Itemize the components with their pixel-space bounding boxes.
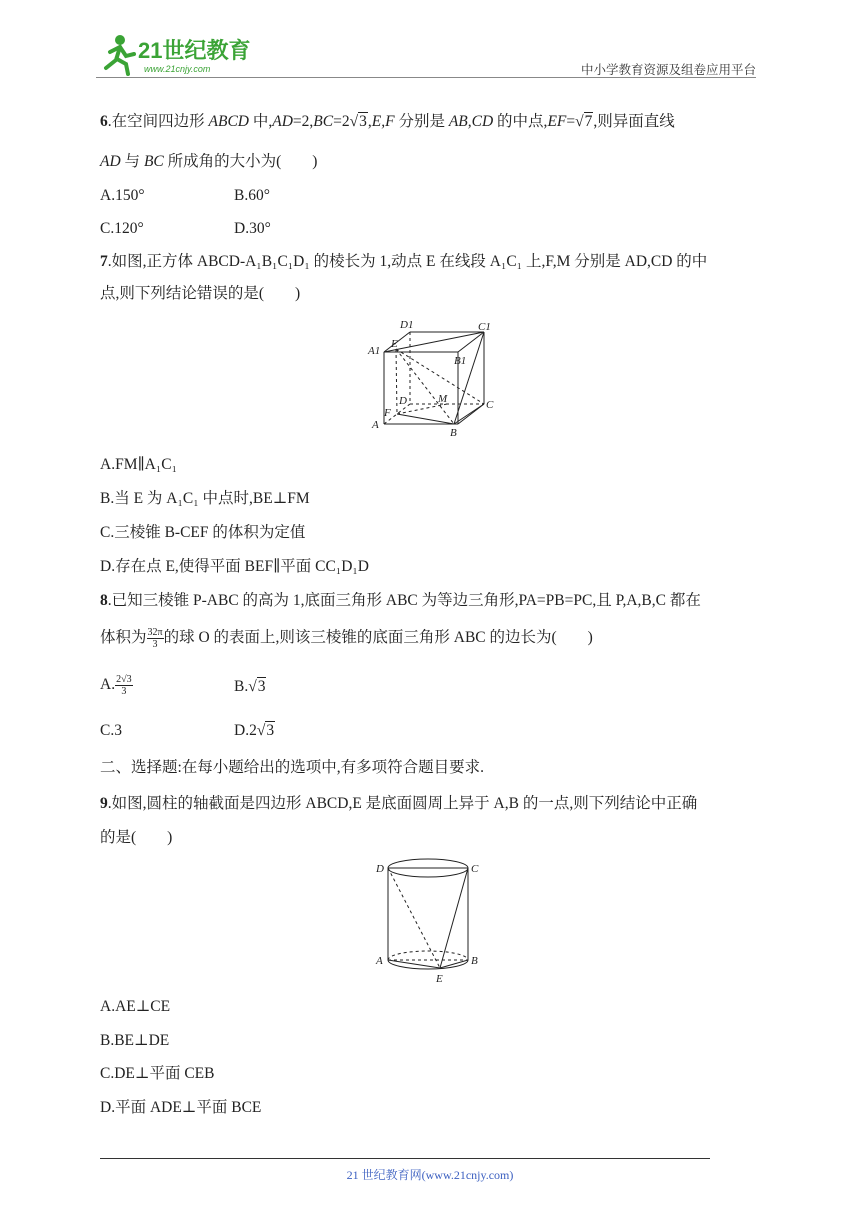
section-2-heading: 二、选择题:在每小题给出的选项中,有多项符合题目要求. xyxy=(100,759,485,776)
q9-option-b: B.BE⊥DE xyxy=(100,1032,170,1049)
q9-option-d: D.平面 ADE⊥平面 BCE xyxy=(100,1099,262,1116)
page-footer[interactable]: 21 世纪教育网(www.21cnjy.com) xyxy=(346,1168,514,1182)
q7-option-c: C.三棱锥 B-CEF 的体积为定值 xyxy=(100,524,306,541)
sqrt-7: √7 xyxy=(575,113,593,130)
q9-option-a: A.AE⊥CE xyxy=(100,998,171,1015)
q8-option-b: B.√3 xyxy=(234,678,266,695)
sqrt-3: √3 xyxy=(349,113,367,130)
question-9-line-1: 9.如图,圆柱的轴截面是四边形 ABCD,E 是底面圆周上异于 A,B 的一点,则下列结论中正确 xyxy=(100,795,698,812)
svg-text:A1: A1 xyxy=(368,345,381,357)
q7-option-a: A.FM∥A₁C₁ xyxy=(100,456,177,473)
svg-text:E: E xyxy=(391,338,398,350)
question-6-line-1: 6.在空间四边形 ABCD 中,AD=2,BC=2√3,E,F 分别是 AB,CD 的中点,EF=√7,则异面直线 xyxy=(100,113,675,130)
svg-text:A: A xyxy=(372,419,379,431)
svg-text:E: E xyxy=(436,973,443,985)
q9-option-c: C.DE⊥平面 CEB xyxy=(100,1065,215,1082)
svg-text:B: B xyxy=(471,955,478,967)
header-divider xyxy=(96,77,756,78)
svg-text:A: A xyxy=(376,955,383,967)
q6-option-b: B.60° xyxy=(234,187,270,204)
question-7-line-1: 7.如图,正方体 ABCD-A₁B₁C₁D₁ 的棱长为 1,动点 E 在线段 A₁C₁ 上,F,M 分别是 AD,CD 的中 xyxy=(100,253,708,270)
q6-option-c: C.120° xyxy=(100,220,144,237)
question-9-line-2: 的是( ) xyxy=(100,829,173,846)
svg-text:B1: B1 xyxy=(454,355,467,367)
question-6-line-2: AD 与 BC 所成角的大小为( ) xyxy=(100,153,318,170)
q6-option-d: D.30° xyxy=(234,220,271,237)
footer-divider xyxy=(100,1158,710,1159)
svg-text:www.21cnjy.com: www.21cnjy.com xyxy=(144,64,211,74)
site-logo-icon xyxy=(96,30,266,78)
header-platform-text: 中小学教育资源及组卷应用平台 xyxy=(580,63,756,77)
svg-text:F: F xyxy=(384,407,391,419)
svg-text:C: C xyxy=(486,399,494,411)
svg-text:C: C xyxy=(471,863,479,875)
svg-text:C1: C1 xyxy=(478,321,491,333)
svg-text:D: D xyxy=(399,395,407,407)
q7-option-d: D.存在点 E,使得平面 BEF∥平面 CC₁D₁D xyxy=(100,558,369,575)
svg-text:D: D xyxy=(376,863,384,875)
cube-figure xyxy=(366,316,496,440)
cylinder-figure xyxy=(374,852,488,986)
q8-option-a: A. $\frac{2√3}{3}$ xyxy=(100,674,132,697)
question-7-line-2: 点,则下列结论错误的是( ) xyxy=(100,285,301,302)
svg-text:B: B xyxy=(450,427,457,439)
question-8-line-1: 8.已知三棱锥 P-ABC 的高为 1,底面三角形 ABC 为等边三角形,PA=PB=PC,且 P,A,B,C 都在 xyxy=(100,592,701,609)
svg-text:21世纪教育: 21世纪教育 xyxy=(138,38,251,63)
q7-option-b: B.当 E 为 A₁C₁ 中点时,BE⊥FM xyxy=(100,490,310,507)
fraction-32pi-over-3: $\frac{32\pi}{3}$ xyxy=(147,627,163,650)
q8-option-d: D.2√3 xyxy=(234,722,275,739)
svg-text:D1: D1 xyxy=(400,319,414,331)
svg-text:M: M xyxy=(438,393,448,405)
page-header xyxy=(96,30,756,78)
q6-option-a: A.150° xyxy=(100,187,145,204)
q8-option-c: C.3 xyxy=(100,722,122,739)
question-8-line-2: 体积为 $\frac{32\pi}{3}$ 的球 O 的表面上,则该三棱锥的底面三角形 ABC 的边长为( ) xyxy=(100,627,593,650)
